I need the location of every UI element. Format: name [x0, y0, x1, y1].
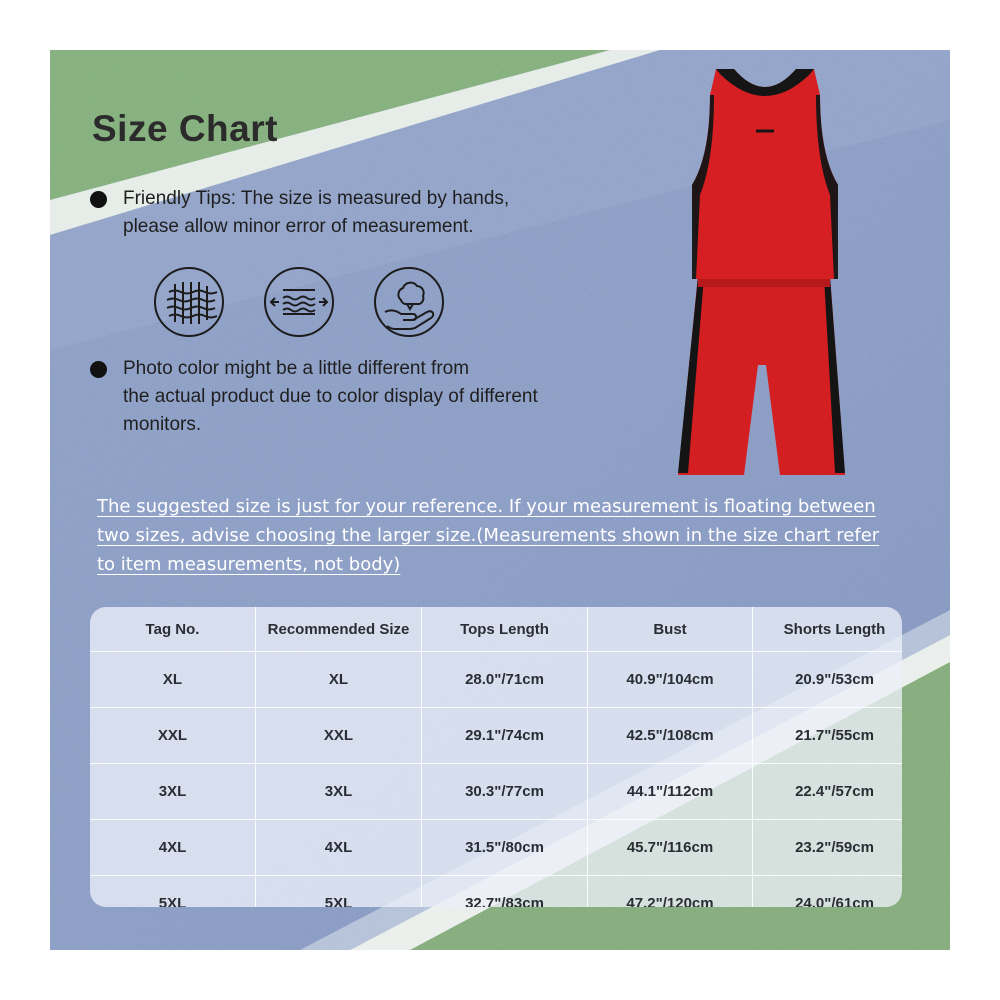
page-title: Size Chart — [92, 108, 278, 149]
column-header: Tag No. — [145, 620, 200, 638]
table-cell: 21.7"/55cm — [753, 708, 903, 764]
table-row — [90, 876, 902, 908]
size-table — [90, 607, 902, 907]
fabric-feature-icons — [153, 266, 449, 342]
table-cell: 30.3"/77cm — [422, 764, 588, 820]
table-cell: 42.5"/108cm — [588, 708, 753, 764]
table-cell: 24.0"/61cm — [753, 876, 903, 908]
tip-line: Photo color might be a little different from — [123, 358, 470, 379]
tip-line: please allow minor error of measurement. — [123, 216, 474, 237]
soft-cotton-hand-icon — [373, 266, 445, 338]
tip-line: Friendly Tips: The size is measured by hands, — [123, 188, 510, 209]
bullet-icon — [90, 361, 107, 378]
table-cell: 47.2"/120cm — [588, 876, 753, 908]
mesh-fabric-icon — [153, 266, 225, 338]
column-header: Shorts Length — [753, 607, 903, 652]
table-cell: XL — [256, 652, 422, 708]
size-chart-panel — [50, 50, 950, 950]
table-cell: 23.2"/59cm — [753, 820, 903, 876]
column-header: Recommended Size — [256, 607, 422, 652]
table-cell: 45.7"/116cm — [588, 820, 753, 876]
note-line: to item measurements, not body) — [97, 554, 401, 575]
table-cell: 44.1"/112cm — [588, 764, 753, 820]
tip-line: the actual product due to color display of different — [123, 386, 538, 407]
table-cell: 3XL — [90, 764, 256, 820]
table-row — [90, 764, 902, 820]
table-cell: 3XL — [256, 764, 422, 820]
table-cell: 20.9"/53cm — [753, 652, 903, 708]
column-header: Bust — [588, 607, 753, 652]
table-header-row — [90, 607, 902, 652]
note-line: The suggested size is just for your reference. If your measurement is floating between — [97, 496, 876, 517]
table-row — [90, 652, 902, 708]
friendly-tip — [90, 185, 509, 241]
basketball-uniform-image — [670, 65, 860, 485]
table-cell: 22.4"/57cm — [753, 764, 903, 820]
size-reference-note — [97, 492, 907, 579]
photo-color-tip — [90, 355, 538, 439]
table-row — [90, 708, 902, 764]
table-cell: 32.7"/83cm — [422, 876, 588, 908]
stretch-fabric-icon — [263, 266, 335, 338]
table-cell: 4XL — [256, 820, 422, 876]
bullet-icon — [90, 191, 107, 208]
table-cell: XL — [90, 652, 256, 708]
table-cell: 40.9"/104cm — [588, 652, 753, 708]
column-header: Tops Length — [422, 607, 588, 652]
table-cell: XXL — [256, 708, 422, 764]
table-cell: 28.0"/71cm — [422, 652, 588, 708]
table-cell: 5XL — [256, 876, 422, 908]
note-line: two sizes, advise choosing the larger size.(Measurements shown in the size chart refer — [97, 525, 880, 546]
table-cell: 5XL — [90, 876, 256, 908]
tip-line: monitors. — [123, 414, 202, 435]
table-row — [90, 820, 902, 876]
table-cell: XXL — [90, 708, 256, 764]
table-cell: 29.1"/74cm — [422, 708, 588, 764]
table-cell: 31.5"/80cm — [422, 820, 588, 876]
table-cell: 4XL — [90, 820, 256, 876]
